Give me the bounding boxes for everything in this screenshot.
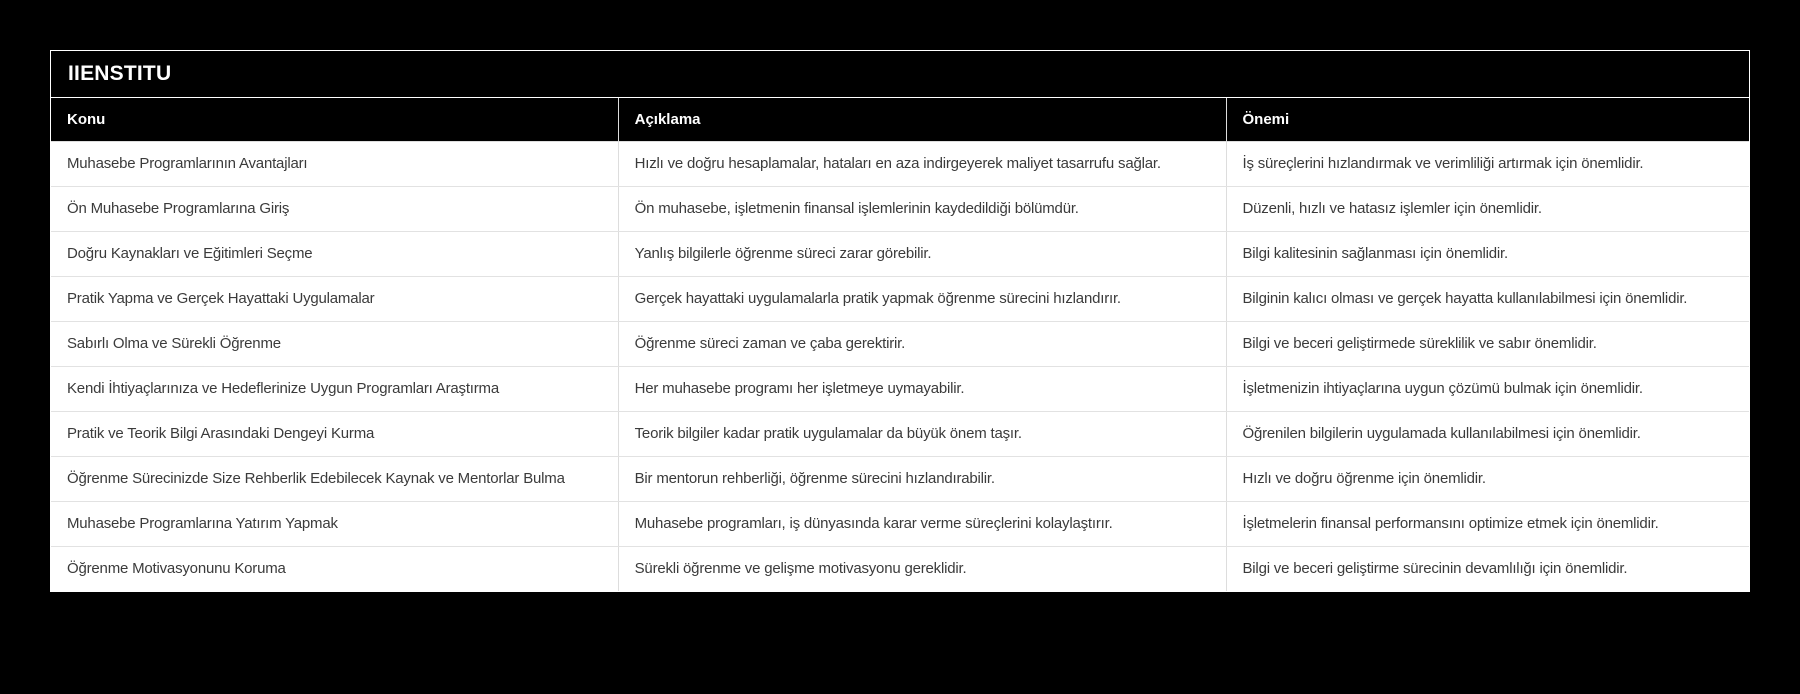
cell-onemi: İşletmelerin finansal performansını optimize etmek için önemlidir. <box>1226 502 1749 547</box>
table-row <box>51 547 1749 592</box>
cell-aciklama: Hızlı ve doğru hesaplamalar, hataları en aza indirgeyerek maliyet tasarrufu sağlar. <box>618 142 1226 187</box>
cell-aciklama: Muhasebe programları, iş dünyasında karar verme süreçlerini kolaylaştırır. <box>618 502 1226 547</box>
table-row <box>51 142 1749 187</box>
cell-aciklama: Teorik bilgiler kadar pratik uygulamalar da büyük önem taşır. <box>618 412 1226 457</box>
cell-onemi: İşletmenizin ihtiyaçlarına uygun çözümü bulmak için önemlidir. <box>1226 367 1749 412</box>
data-table <box>51 98 1749 591</box>
col-header-onemi: Önemi <box>1226 98 1749 142</box>
cell-konu: Muhasebe Programlarına Yatırım Yapmak <box>51 502 618 547</box>
cell-onemi: Bilgi ve beceri geliştirme sürecinin devamlılığı için önemlidir. <box>1226 547 1749 592</box>
cell-konu: Kendi İhtiyaçlarınıza ve Hedeflerinize Uygun Programları Araştırma <box>51 367 618 412</box>
cell-aciklama: Sürekli öğrenme ve gelişme motivasyonu gereklidir. <box>618 547 1226 592</box>
cell-aciklama: Ön muhasebe, işletmenin finansal işlemlerinin kaydedildiği bölümdür. <box>618 187 1226 232</box>
cell-aciklama: Her muhasebe programı her işletmeye uymayabilir. <box>618 367 1226 412</box>
cell-konu: Pratik ve Teorik Bilgi Arasındaki Dengeyi Kurma <box>51 412 618 457</box>
cell-onemi: Bilginin kalıcı olması ve gerçek hayatta kullanılabilmesi için önemlidir. <box>1226 277 1749 322</box>
col-header-konu: Konu <box>51 98 618 142</box>
cell-aciklama: Öğrenme süreci zaman ve çaba gerektirir. <box>618 322 1226 367</box>
cell-konu: Sabırlı Olma ve Sürekli Öğrenme <box>51 322 618 367</box>
panel-title: IIENSTITU <box>51 51 1749 98</box>
cell-onemi: Düzenli, hızlı ve hatasız işlemler için önemlidir. <box>1226 187 1749 232</box>
cell-konu: Pratik Yapma ve Gerçek Hayattaki Uygulamalar <box>51 277 618 322</box>
cell-konu: Doğru Kaynakları ve Eğitimleri Seçme <box>51 232 618 277</box>
cell-konu: Öğrenme Sürecinizde Size Rehberlik Edebilecek Kaynak ve Mentorlar Bulma <box>51 457 618 502</box>
table-row <box>51 457 1749 502</box>
table-row <box>51 187 1749 232</box>
cell-onemi: İş süreçlerini hızlandırmak ve verimliliği artırmak için önemlidir. <box>1226 142 1749 187</box>
cell-aciklama: Yanlış bilgilerle öğrenme süreci zarar görebilir. <box>618 232 1226 277</box>
cell-onemi: Hızlı ve doğru öğrenme için önemlidir. <box>1226 457 1749 502</box>
cell-onemi: Öğrenilen bilgilerin uygulamada kullanılabilmesi için önemlidir. <box>1226 412 1749 457</box>
table-row <box>51 367 1749 412</box>
table-row <box>51 232 1749 277</box>
cell-onemi: Bilgi ve beceri geliştirmede süreklilik ve sabır önemlidir. <box>1226 322 1749 367</box>
table-row <box>51 412 1749 457</box>
col-header-aciklama: Açıklama <box>618 98 1226 142</box>
cell-onemi: Bilgi kalitesinin sağlanması için önemlidir. <box>1226 232 1749 277</box>
table-header-row <box>51 98 1749 142</box>
table-row <box>51 322 1749 367</box>
cell-aciklama: Bir mentorun rehberliği, öğrenme sürecini hızlandırabilir. <box>618 457 1226 502</box>
table-row <box>51 277 1749 322</box>
cell-aciklama: Gerçek hayattaki uygulamalarla pratik yapmak öğrenme sürecini hızlandırır. <box>618 277 1226 322</box>
table-row <box>51 502 1749 547</box>
content-panel <box>50 50 1750 592</box>
cell-konu: Muhasebe Programlarının Avantajları <box>51 142 618 187</box>
cell-konu: Öğrenme Motivasyonunu Koruma <box>51 547 618 592</box>
cell-konu: Ön Muhasebe Programlarına Giriş <box>51 187 618 232</box>
